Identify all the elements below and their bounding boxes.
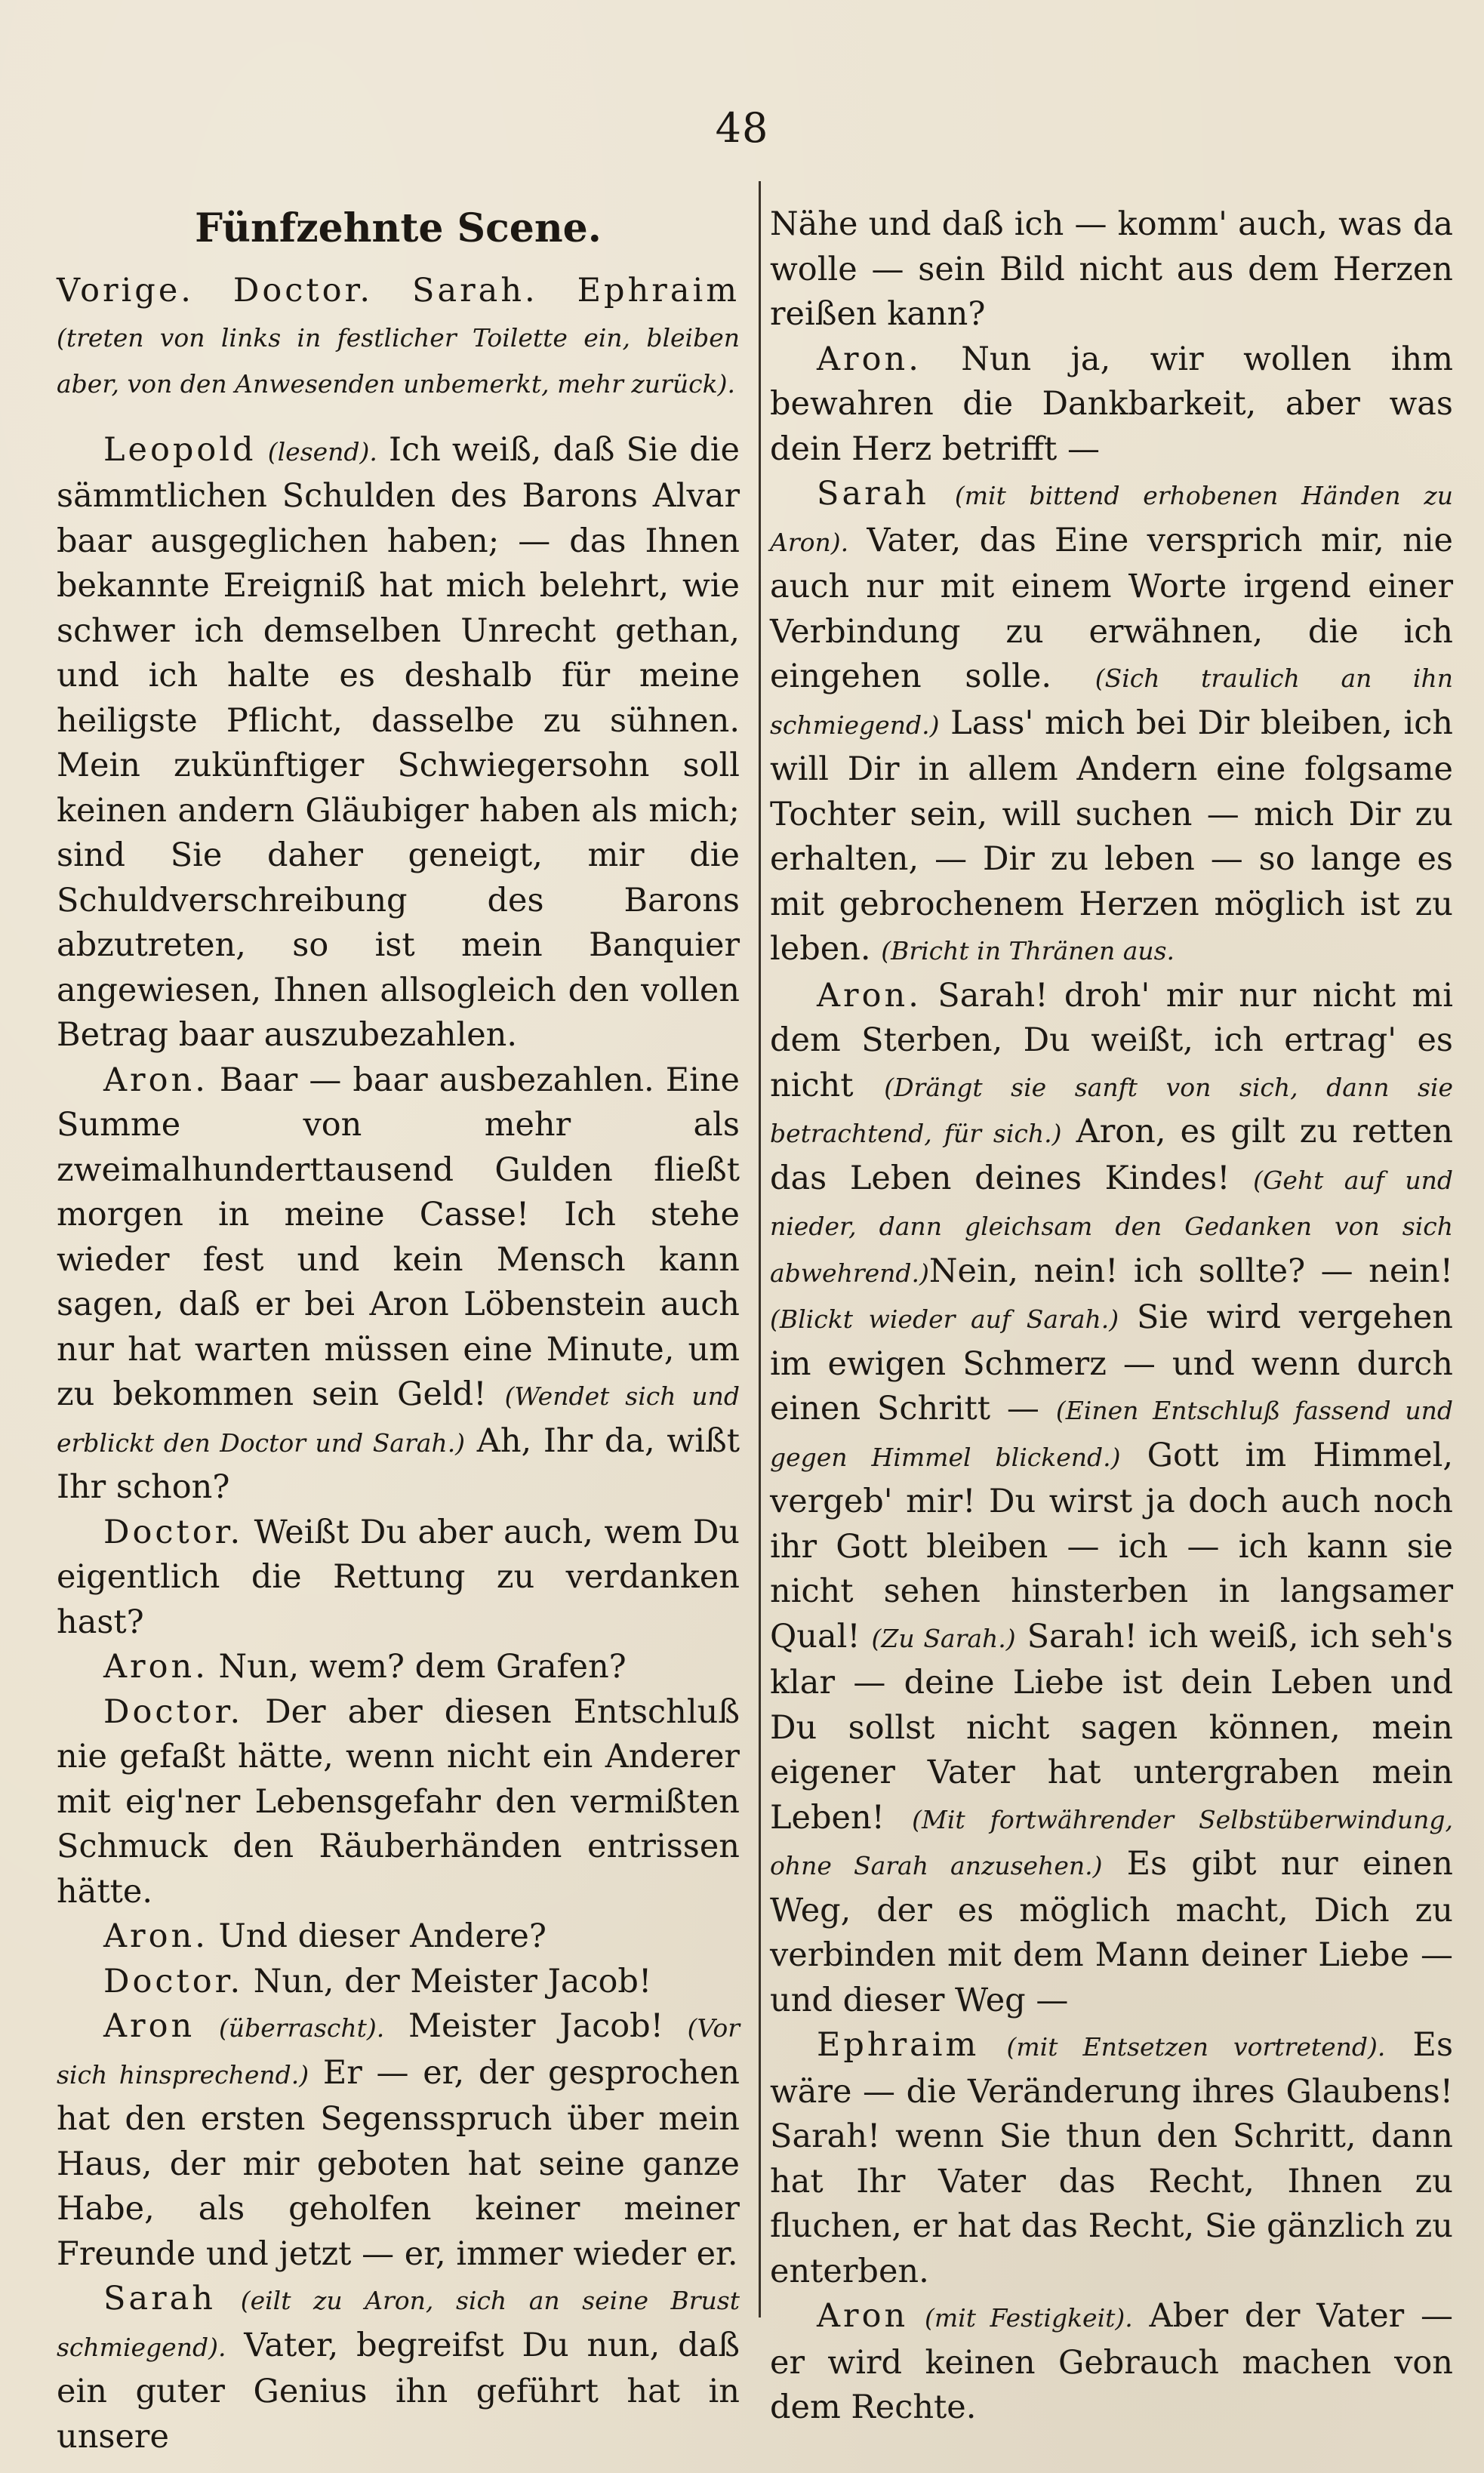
dialogue-text: Weißt Du aber auch, wem Du eigentlich die Rettung zu verdanken hast? bbox=[57, 1513, 740, 1641]
dialogue-text: Meister Jacob! bbox=[384, 2007, 688, 2045]
speaker-name: Ephraim bbox=[817, 2026, 980, 2064]
dialogue-paragraph bbox=[57, 428, 740, 1058]
page-number: 48 bbox=[715, 104, 769, 152]
stage-direction: (Drängt sie sanft von sich, dann sie betrachtend, für sich.) bbox=[770, 1072, 1453, 1148]
stage-direction: (Mit fortwährender Selbstüberwindung, ohne Sarah anzusehen.) bbox=[770, 1804, 1453, 1880]
stage-direction: (mit Entsetzen vortretend). bbox=[1006, 2032, 1386, 2062]
stage-intro bbox=[57, 269, 740, 407]
dialogue-text: Nun ja, wir wollen ihm bewahren die Dankbarkeit, aber was dein Herz betrifft — bbox=[770, 340, 1453, 468]
dialogue-text: Es wäre — die Veränderung ihres Glaubens! Sarah! wenn Sie thun den Schritt, dann hat Ihr Vater das Recht, Ihnen zu fluchen, er hat das Recht, Sie gänzlich zu enterben. bbox=[770, 2026, 1454, 2290]
speaker-name: Doctor. bbox=[103, 1692, 244, 1731]
dialogue-text: Sarah! ich weiß, ich seh's klar — deine Liebe ist dein Leben und Du sollst nicht sagen können, mein eigener Vater hat untergraben mein Leben! bbox=[770, 1617, 1453, 1837]
dialogue-paragraph bbox=[770, 337, 1453, 473]
dialogue-text: Nein, nein! ich sollte? — nein! bbox=[928, 1252, 1453, 1290]
dialogue-text: Baar — baar ausbezahlen. Eine Summe von mehr als zweimalhunderttausend Gulden fließt morgen in meine Casse! Ich stehe wieder fest und kein Mensch kann sagen, daß er bei Aron Löbenstein auch nur hat warten müssen eine Minute, um zu bekommen sein Geld! bbox=[57, 1061, 740, 1413]
dialogue-text: Aron, es gilt zu retten das Leben deines Kindes! bbox=[770, 1113, 1453, 1197]
dialogue-text: Vater, das Eine versprich mir, nie auch nur mit einem Worte irgend einer Verbindung zu erwähnen, die ich eingehen solle. bbox=[770, 521, 1453, 695]
speaker-name: Doctor. bbox=[103, 1513, 244, 1551]
stage-direction: (lesend). bbox=[267, 436, 377, 467]
dialogue-paragraph bbox=[57, 1645, 740, 1690]
stage-direction: (mit bittend erhobenen Händen zu Aron). bbox=[770, 481, 1453, 557]
stage-direction: (Vor sich hinsprechend.) bbox=[57, 2013, 740, 2090]
dialogue-text: Er — er, der gesprochen hat den ersten Segensspruch über mein Haus, der mir geboten hat seine ganze Habe, als geholfen keiner meiner Freunde und jetzt — er, immer wieder er. bbox=[57, 2053, 740, 2273]
dialogue-text: Nun, wem? dem Grafen? bbox=[208, 1648, 627, 1686]
stage-direction: (überrascht). bbox=[218, 2013, 385, 2043]
speaker-name: Aron. bbox=[103, 1648, 208, 1686]
stage-direction: (Geht auf und nieder, dann gleichsam den Gedanken von sich abwehrend.) bbox=[770, 1165, 1453, 1288]
dialogue-text: Ah, Ihr da, wißt Ihr schon? bbox=[57, 1421, 740, 1506]
dialogue-paragraph bbox=[57, 1914, 740, 1960]
dialogue-text: Sie wird vergehen im ewigen Schmerz — und wenn durch einen Schritt — bbox=[770, 1298, 1453, 1427]
dialogue-paragraph bbox=[770, 472, 1453, 974]
speaker-name: Aron. bbox=[817, 340, 922, 378]
stage-intro-speakers: Vorige. Doctor. Sarah. Ephraim bbox=[57, 272, 740, 310]
speaker-name: Aron. bbox=[103, 1917, 208, 1955]
stage-direction: (Zu Sarah.) bbox=[871, 1623, 1016, 1653]
dialogue-paragraph bbox=[57, 1511, 740, 1646]
dialogue-text: Nähe und daß ich — komm' auch, was da wolle — sein Bild nicht aus dem Herzen reißen kann? bbox=[770, 205, 1453, 333]
dialogue-continuation bbox=[770, 202, 1453, 337]
stage-direction: (Einen Entschluß fassend und gegen Himmel blickend.) bbox=[770, 1396, 1453, 1472]
dialogue-text: Gott im Himmel, vergeb' mir! Du wirst ja doch auch noch ihr Gott bleiben — ich — ich kann sie nicht sehen hinsterben in langsamer Qual! bbox=[770, 1436, 1453, 1655]
dialogue-text: Und dieser Andere? bbox=[208, 1917, 546, 1955]
dialogue-paragraph bbox=[57, 1690, 740, 1915]
stage-direction: (eilt zu Aron, sich an seine Brust schmiegend). bbox=[57, 2286, 740, 2362]
dialogue-paragraph bbox=[770, 974, 1453, 2024]
dialogue-text: Der aber diesen Entschluß nie gefaßt hätte, wenn nicht ein Anderer mit eig'ner Lebensgefahr den vermißten Schmuck den Räuberhänden entrissen hätte. bbox=[57, 1692, 740, 1911]
stage-direction: (Bricht in Thränen aus. bbox=[881, 936, 1175, 965]
scene-title: Fünfzehnte Scene. bbox=[195, 205, 602, 251]
dialogue-text: Aber der Vater — er wird keinen Gebrauch machen von dem Rechte. bbox=[770, 2297, 1453, 2426]
dialogue-paragraph bbox=[57, 2277, 740, 2459]
stage-direction: (Blickt wieder auf Sarah.) bbox=[770, 1304, 1119, 1334]
speaker-name: Aron bbox=[103, 2007, 196, 2045]
dialogue-paragraph bbox=[770, 2294, 1453, 2431]
speaker-name: Sarah bbox=[817, 475, 929, 513]
speaker-name: Aron. bbox=[103, 1061, 208, 1099]
dialogue-paragraph bbox=[57, 1960, 740, 2005]
speaker-name: Leopold bbox=[103, 430, 257, 469]
dialogue-text: Vater, begreifst Du nun, daß ein guter Genius ihn geführt hat in unsere bbox=[57, 2326, 740, 2456]
stage-direction: (Sich traulich an ihn schmiegend.) bbox=[770, 664, 1453, 740]
right-column bbox=[770, 202, 1453, 2431]
dialogue-text: Sarah! droh' mir nur nicht mi dem Sterben, Du weißt, ich ertrag' es nicht bbox=[770, 976, 1453, 1104]
dialogue-text: Nun, der Meister Jacob! bbox=[243, 1962, 652, 2000]
dialogue-paragraph bbox=[770, 2023, 1453, 2294]
column-divider bbox=[759, 181, 761, 2317]
dialogue-text: Es gibt nur einen Weg, der es möglich macht, Dich zu verbinden mit dem Mann deiner Liebe — und dieser Weg — bbox=[770, 1845, 1453, 2019]
dialogue-paragraph bbox=[57, 1058, 740, 1511]
stage-direction: (mit Festigkeit). bbox=[924, 2303, 1133, 2333]
speaker-name: Doctor. bbox=[103, 1962, 244, 2000]
stage-direction: (Wendet sich und erblickt den Doctor und Sarah.) bbox=[57, 1381, 740, 1458]
speaker-name: Aron. bbox=[817, 976, 922, 1015]
dialogue-paragraph bbox=[57, 2004, 740, 2277]
speaker-name: Sarah bbox=[103, 2280, 216, 2317]
dialogue-text: Ich weiß, daß Sie die sämmtlichen Schulden des Barons Alvar baar ausgeglichen haben; — das Ihnen bekannte Ereigniß hat mich belehrt, wie schwer ich demselben Unrecht gethan, und ich halte es deshalb für meine heiligste Pflicht, dasselbe zu sühnen. Mein zukünftiger Schwiegersohn soll keinen andern Gläubiger haben als mich; sind Sie daher geneigt, mir die Schuldverschreibung des Barons abzutreten, so ist mein Banquier angewiesen, Ihnen allsogleich den vollen Betrag baar auszubezahlen. bbox=[57, 430, 740, 1054]
dialogue-text: Lass' mich bei Dir bleiben, ich will Dir in allem Andern eine folgsame Tochter sein, will suchen — mich Dir zu erhalten, — Dir zu leben — so lange es mit gebrochenem Herzen möglich ist zu leben. bbox=[770, 704, 1453, 968]
left-column bbox=[57, 202, 740, 2459]
speaker-name: Aron bbox=[817, 2297, 909, 2335]
stage-intro-direction: (treten von links in festlicher Toilette ein, bleiben aber, von den Anwesenden unbemerkt, mehr zurück). bbox=[57, 322, 740, 399]
